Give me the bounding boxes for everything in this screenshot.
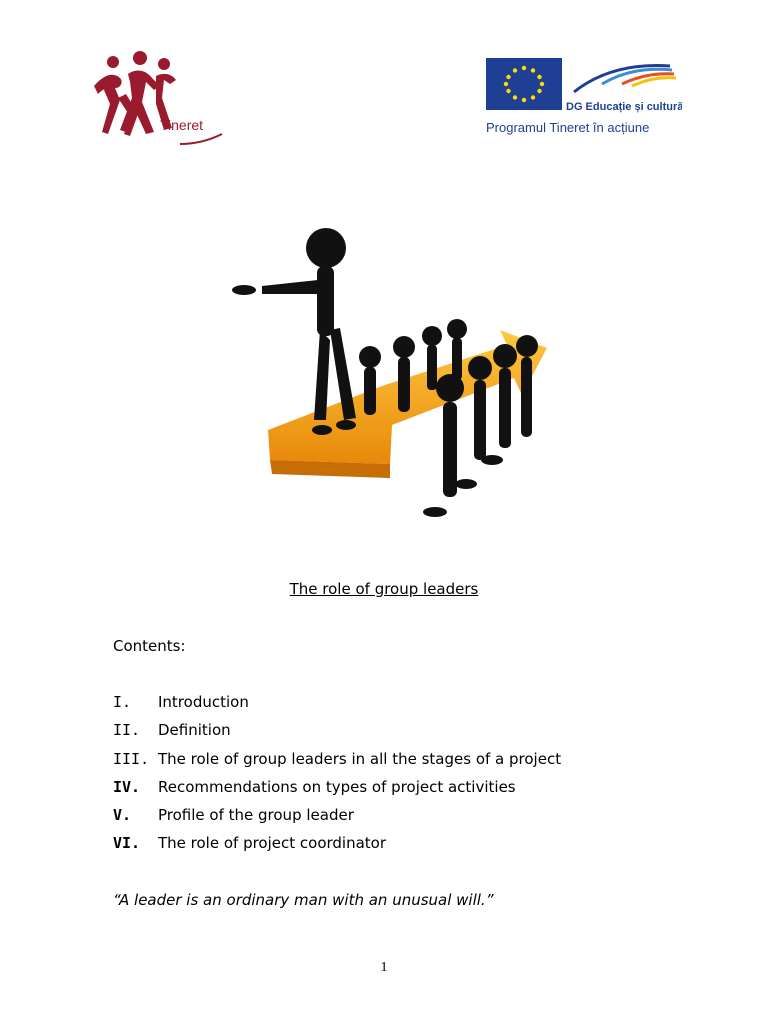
toc-number: III.: [113, 749, 150, 768]
toc-text: Profile of the group leader: [158, 806, 354, 825]
eu-program-logo: [482, 54, 682, 140]
page-number: 1: [380, 960, 388, 975]
leader-quote: “A leader is an ordinary man with an unusual will.”: [113, 891, 494, 909]
toc-text: The role of project coordinator: [158, 834, 387, 853]
toc-text: The role of group leaders in all the stages of a project: [158, 749, 562, 768]
table-of-contents: [113, 692, 561, 862]
toc-item: [113, 720, 561, 748]
toc-item: [113, 749, 561, 777]
toc-item: [113, 833, 561, 861]
tineret-logo: [80, 48, 230, 152]
swoosh-icon: [574, 66, 676, 92]
document-title: The role of group leaders: [289, 580, 479, 598]
program-line2: Programul Tineret în acțiune: [486, 120, 650, 135]
toc-text: Definition: [158, 721, 231, 740]
program-line1: DG Educație și cultură: [566, 101, 682, 113]
toc-number: V.: [113, 806, 132, 825]
toc-number: II.: [113, 721, 141, 740]
toc-item: [113, 692, 561, 720]
toc-text: Introduction: [158, 693, 249, 711]
contents-label: Contents:: [113, 637, 186, 655]
toc-number: IV.: [113, 777, 141, 796]
toc-item: [113, 777, 561, 805]
toc-text: Recommendations on types of project activities: [158, 777, 516, 796]
toc-number: I.: [113, 693, 132, 711]
leader-illustration: [222, 220, 548, 526]
toc-number: VI.: [113, 834, 141, 853]
toc-item: [113, 805, 561, 833]
logo-label: Tineret: [160, 117, 204, 133]
